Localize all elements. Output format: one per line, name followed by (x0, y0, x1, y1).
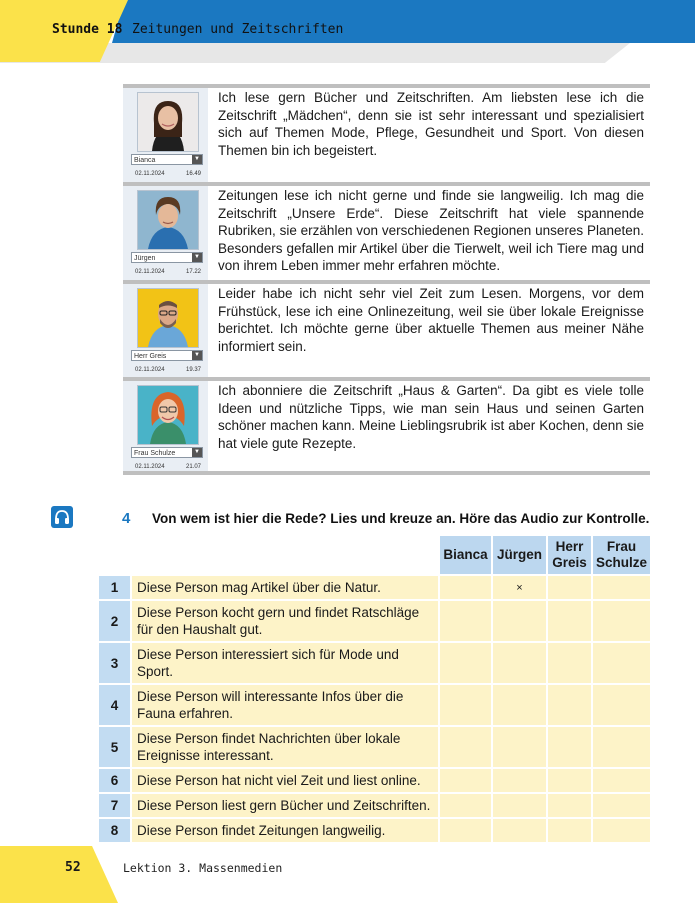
answer-cell[interactable] (548, 643, 591, 683)
row-number: 1 (99, 576, 130, 599)
post-sidebar (123, 284, 208, 377)
statement: Diese Person findet Zeitungen langweilig. (132, 819, 438, 842)
statement: Diese Person kocht gern und findet Ratschläge für den Haushalt gut. (132, 601, 438, 641)
post-text: Leider habe ich nicht sehr viel Zeit zum Lesen. Morgens, vor dem Frühstück, lese ich eine Onlinezeitung, weil sie über lokale Ereignisse berichtet. Ich möchte gerne über aktuelle Themen aus meiner Nähe informiert sein. (218, 286, 644, 354)
answer-cell[interactable]: × (493, 576, 546, 599)
post-date: 02.11.2024 (135, 171, 165, 177)
answer-cell[interactable] (440, 685, 491, 725)
answer-cell[interactable] (493, 601, 546, 641)
post-text: Ich lese gern Bücher und Zeitschriften. Am liebsten lese ich die Zeitschrift „Mädchen“, denn sie ist sehr interessant und spezialisiert sich auf Themen Mode, Pflege, Gesundheit und Sport. Von diesen Themen bin ich begeistert. (218, 90, 644, 158)
avatar (137, 385, 199, 445)
forum-post (123, 377, 650, 475)
avatar (137, 288, 199, 348)
post-text: Ich abonniere die Zeitschrift „Haus & Garten“. Da gibt es viele tolle Ideen und nützliche Tipps, wie man sein Haus und seinen Garten schöner machen kann. Meine Lieblingsrubrik ist aber Kochen, denn sie hat viele gute Rezepte. (218, 383, 644, 451)
table-row (99, 819, 650, 842)
post-time: 21.07 (185, 464, 201, 470)
answer-cell[interactable] (440, 819, 491, 842)
table-row (99, 727, 650, 767)
row-number: 8 (99, 819, 130, 842)
table-header-row (99, 536, 650, 574)
answer-cell[interactable] (493, 769, 546, 792)
page-number: 52 (65, 860, 81, 875)
forum-post (123, 182, 650, 280)
statement: Diese Person findet Nachrichten über lokale Ereignisse interessant. (132, 727, 438, 767)
post-sidebar (123, 186, 208, 280)
statement: Diese Person liest gern Bücher und Zeitschriften. (132, 794, 438, 817)
answer-cell[interactable] (440, 601, 491, 641)
post-date: 02.11.2024 (135, 464, 165, 470)
post-sidebar (123, 381, 208, 471)
forum-posts (123, 84, 650, 475)
section-title: Zeitungen und Zeitschriften (132, 22, 344, 37)
post-meta (135, 171, 201, 177)
post-meta (135, 464, 201, 470)
answer-cell[interactable] (548, 576, 591, 599)
answer-cell[interactable] (493, 685, 546, 725)
answer-cell[interactable] (548, 727, 591, 767)
answer-cell[interactable] (593, 727, 650, 767)
answer-cell[interactable] (493, 643, 546, 683)
post-text: Zeitungen lese ich nicht gerne und finde sie langweilig. Ich mag die Zeitschrift „Unsere Erde“. Diese Zeitschrift hat viele spannende Rubriken, sie erzählen von verschiedenen Regionen unseres Planeten. Besonders gefallen mir Artikel über die Tierwelt, weil ich Tiere mag und von ihrem Leben immer mehr erfahren möchte. (218, 188, 644, 273)
username: Frau Schulze (134, 450, 176, 457)
answer-cell[interactable] (440, 576, 491, 599)
footer-lesson: Lektion 3. Massenmedien (123, 861, 283, 875)
answer-cell[interactable] (440, 794, 491, 817)
avatar (137, 92, 199, 152)
column-header (440, 536, 491, 574)
row-number: 6 (99, 769, 130, 792)
chevron-down-icon[interactable]: ▼ (192, 155, 202, 164)
column-header (493, 536, 546, 574)
post-meta (135, 367, 201, 373)
statement: Diese Person mag Artikel über die Natur. (132, 576, 438, 599)
answer-cell[interactable] (493, 819, 546, 842)
answer-cell[interactable] (440, 769, 491, 792)
headphones-icon[interactable] (51, 506, 73, 528)
statement: Diese Person will interessante Infos über die Fauna erfahren. (132, 685, 438, 725)
answer-cell[interactable] (548, 794, 591, 817)
answer-cell[interactable] (548, 769, 591, 792)
post-meta (135, 269, 201, 275)
table-row (99, 601, 650, 641)
username-select[interactable] (131, 447, 203, 458)
table-row (99, 769, 650, 792)
answer-cell[interactable] (593, 819, 650, 842)
statement: Diese Person interessiert sich für Mode und Sport. (132, 643, 438, 683)
answer-cell[interactable] (493, 727, 546, 767)
exercise-number: 4 (122, 510, 131, 527)
username-select[interactable] (131, 154, 203, 165)
chevron-down-icon[interactable]: ▼ (192, 253, 202, 262)
post-date: 02.11.2024 (135, 367, 165, 373)
answer-cell[interactable] (440, 643, 491, 683)
post-time: 16.49 (185, 171, 201, 177)
table-corner (132, 536, 438, 574)
column-header-label: Herr Greis (552, 539, 587, 570)
exercise-instruction: Von wem ist hier die Rede? Lies und kreuze an. Höre das Audio zur Kontrolle. (152, 511, 650, 526)
column-header (548, 536, 591, 574)
forum-post (123, 84, 650, 182)
username: Bianca (134, 157, 156, 164)
answer-cell[interactable] (548, 601, 591, 641)
username-select[interactable] (131, 350, 203, 361)
column-header-label: Frau Schulze (595, 539, 647, 570)
post-sidebar (123, 88, 208, 182)
answer-table (97, 534, 652, 844)
row-number: 7 (99, 794, 130, 817)
username: Jürgen (134, 255, 156, 262)
chevron-down-icon[interactable]: ▼ (192, 448, 202, 457)
answer-cell[interactable] (548, 685, 591, 725)
table-corner (99, 536, 130, 574)
answer-cell[interactable] (593, 685, 650, 725)
table-row (99, 794, 650, 817)
answer-cell[interactable] (493, 794, 546, 817)
answer-cell[interactable] (593, 769, 650, 792)
answer-cell[interactable] (593, 643, 650, 683)
column-header-label: Bianca (443, 547, 488, 562)
column-header-label: Jürgen (496, 547, 542, 562)
answer-cell[interactable] (593, 601, 650, 641)
statement: Diese Person hat nicht viel Zeit und liest online. (132, 769, 438, 792)
column-header (593, 536, 650, 574)
footer-yellow-tab (0, 846, 118, 903)
answer-cell[interactable] (593, 794, 650, 817)
username-select[interactable] (131, 252, 203, 263)
post-time: 17.22 (185, 269, 201, 275)
answer-cell[interactable] (548, 819, 591, 842)
username: Herr Greis (134, 353, 167, 360)
chevron-down-icon[interactable]: ▼ (192, 351, 202, 360)
avatar (137, 190, 199, 250)
lesson-label: Stunde 18 (52, 22, 123, 37)
table-row (99, 685, 650, 725)
post-date: 02.11.2024 (135, 269, 165, 275)
answer-cell[interactable] (440, 727, 491, 767)
row-number: 3 (99, 643, 130, 683)
answer-cell[interactable] (593, 576, 650, 599)
table-row (99, 576, 650, 599)
table-row (99, 643, 650, 683)
forum-post (123, 280, 650, 377)
row-number: 2 (99, 601, 130, 641)
row-number: 5 (99, 727, 130, 767)
row-number: 4 (99, 685, 130, 725)
post-time: 19.37 (185, 367, 201, 373)
